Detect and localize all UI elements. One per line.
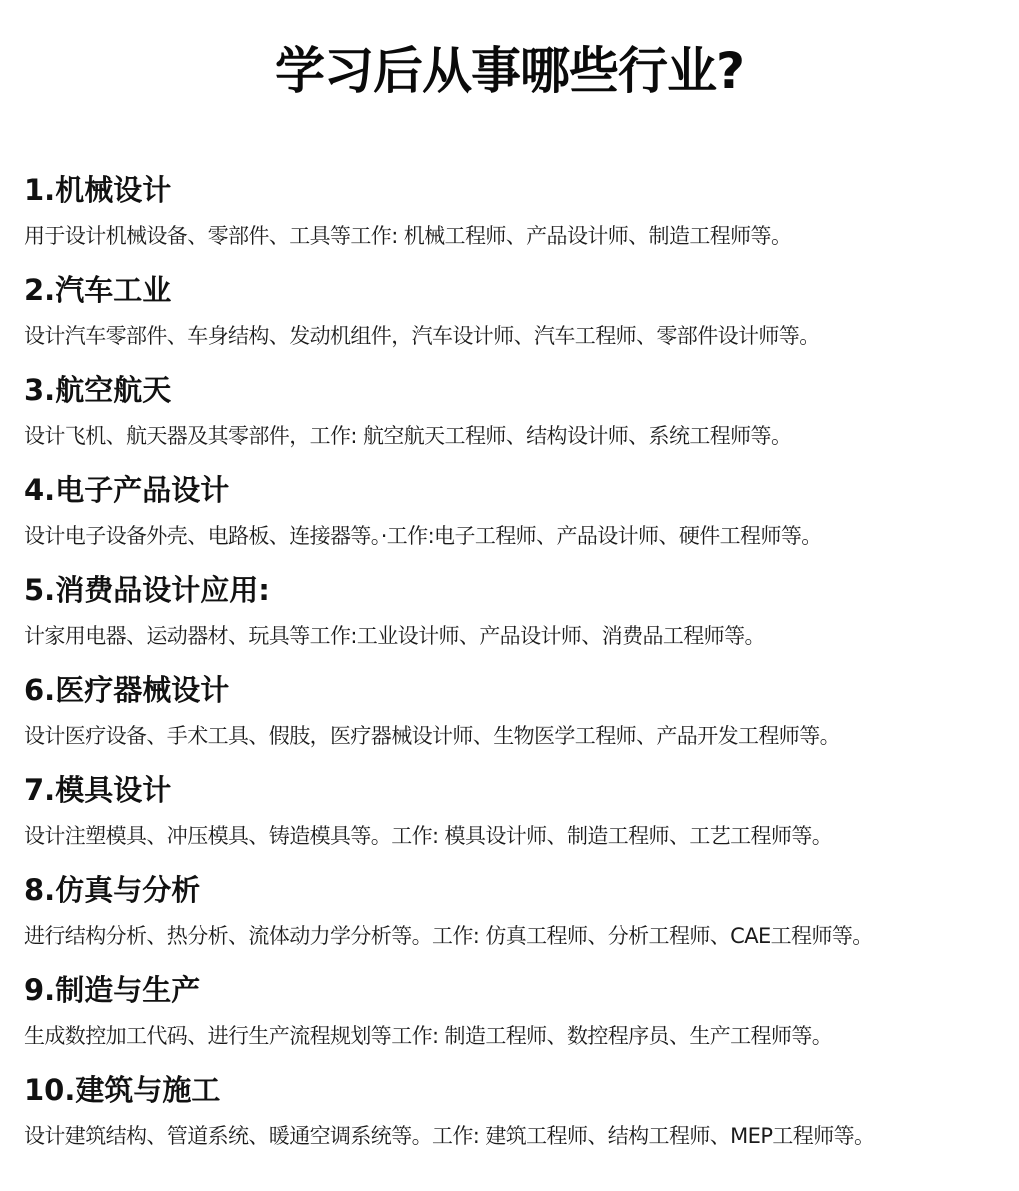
section-heading: 2.汽车工业	[24, 273, 172, 307]
section-description: 设计汽车零部件、车身结构、发动机组件，汽车设计师、汽车工程师、零部件设计师等。	[24, 324, 820, 348]
section-heading: 4.电子产品设计	[24, 473, 230, 507]
industry-section	[24, 768, 1014, 868]
industry-section	[24, 468, 1014, 568]
section-description: 设计医疗设备、手术工具、假肢，医疗器械设计师、生物医学工程师、产品开发工程师等。	[24, 724, 840, 748]
industry-section	[24, 968, 1014, 1068]
industry-section	[24, 568, 1014, 668]
section-heading: 1.机械设计	[24, 173, 172, 207]
section-heading: 6.医疗器械设计	[24, 673, 230, 707]
section-heading: 8.仿真与分析	[24, 873, 201, 907]
section-description: 设计建筑结构、管道系统、暖通空调系统等。工作: 建筑工程师、结构工程师、MEP工程师等。	[24, 1124, 875, 1148]
industry-section	[24, 268, 1014, 368]
section-heading: 7.模具设计	[24, 773, 172, 807]
section-description: 生成数控加工代码、进行生产流程规划等工作: 制造工程师、数控程序员、生产工程师等。	[24, 1024, 833, 1048]
industry-section	[24, 1068, 1014, 1168]
section-heading: 5.消费品设计应用:	[24, 573, 270, 607]
industry-section	[24, 868, 1014, 968]
page-title: 学习后从事哪些行业?	[274, 42, 744, 100]
industry-section	[24, 368, 1014, 468]
industry-section	[24, 668, 1014, 768]
section-heading: 3.航空航天	[24, 373, 172, 407]
section-heading: 10.建筑与施工	[24, 1073, 221, 1107]
section-description: 用于设计机械设备、零部件、工具等工作: 机械工程师、产品设计师、制造工程师等。	[24, 224, 792, 248]
section-description: 计家用电器、运动器材、玩具等工作:工业设计师、产品设计师、消费品工程师等。	[24, 624, 765, 648]
section-description: 设计电子设备外壳、电路板、连接器等。·工作:电子工程师、产品设计师、硬件工程师等。	[24, 524, 822, 548]
section-description: 设计飞机、航天器及其零部件，工作: 航空航天工程师、结构设计师、系统工程师等。	[24, 424, 792, 448]
section-heading: 9.制造与生产	[24, 973, 201, 1007]
section-description: 设计注塑模具、冲压模具、铸造模具等。工作: 模具设计师、制造工程师、工艺工程师等。	[24, 824, 833, 848]
section-description: 进行结构分析、热分析、流体动力学分析等。工作: 仿真工程师、分析工程师、CAE工程师等。	[24, 924, 873, 948]
industry-list	[24, 168, 1014, 1168]
industry-section	[24, 168, 1014, 268]
